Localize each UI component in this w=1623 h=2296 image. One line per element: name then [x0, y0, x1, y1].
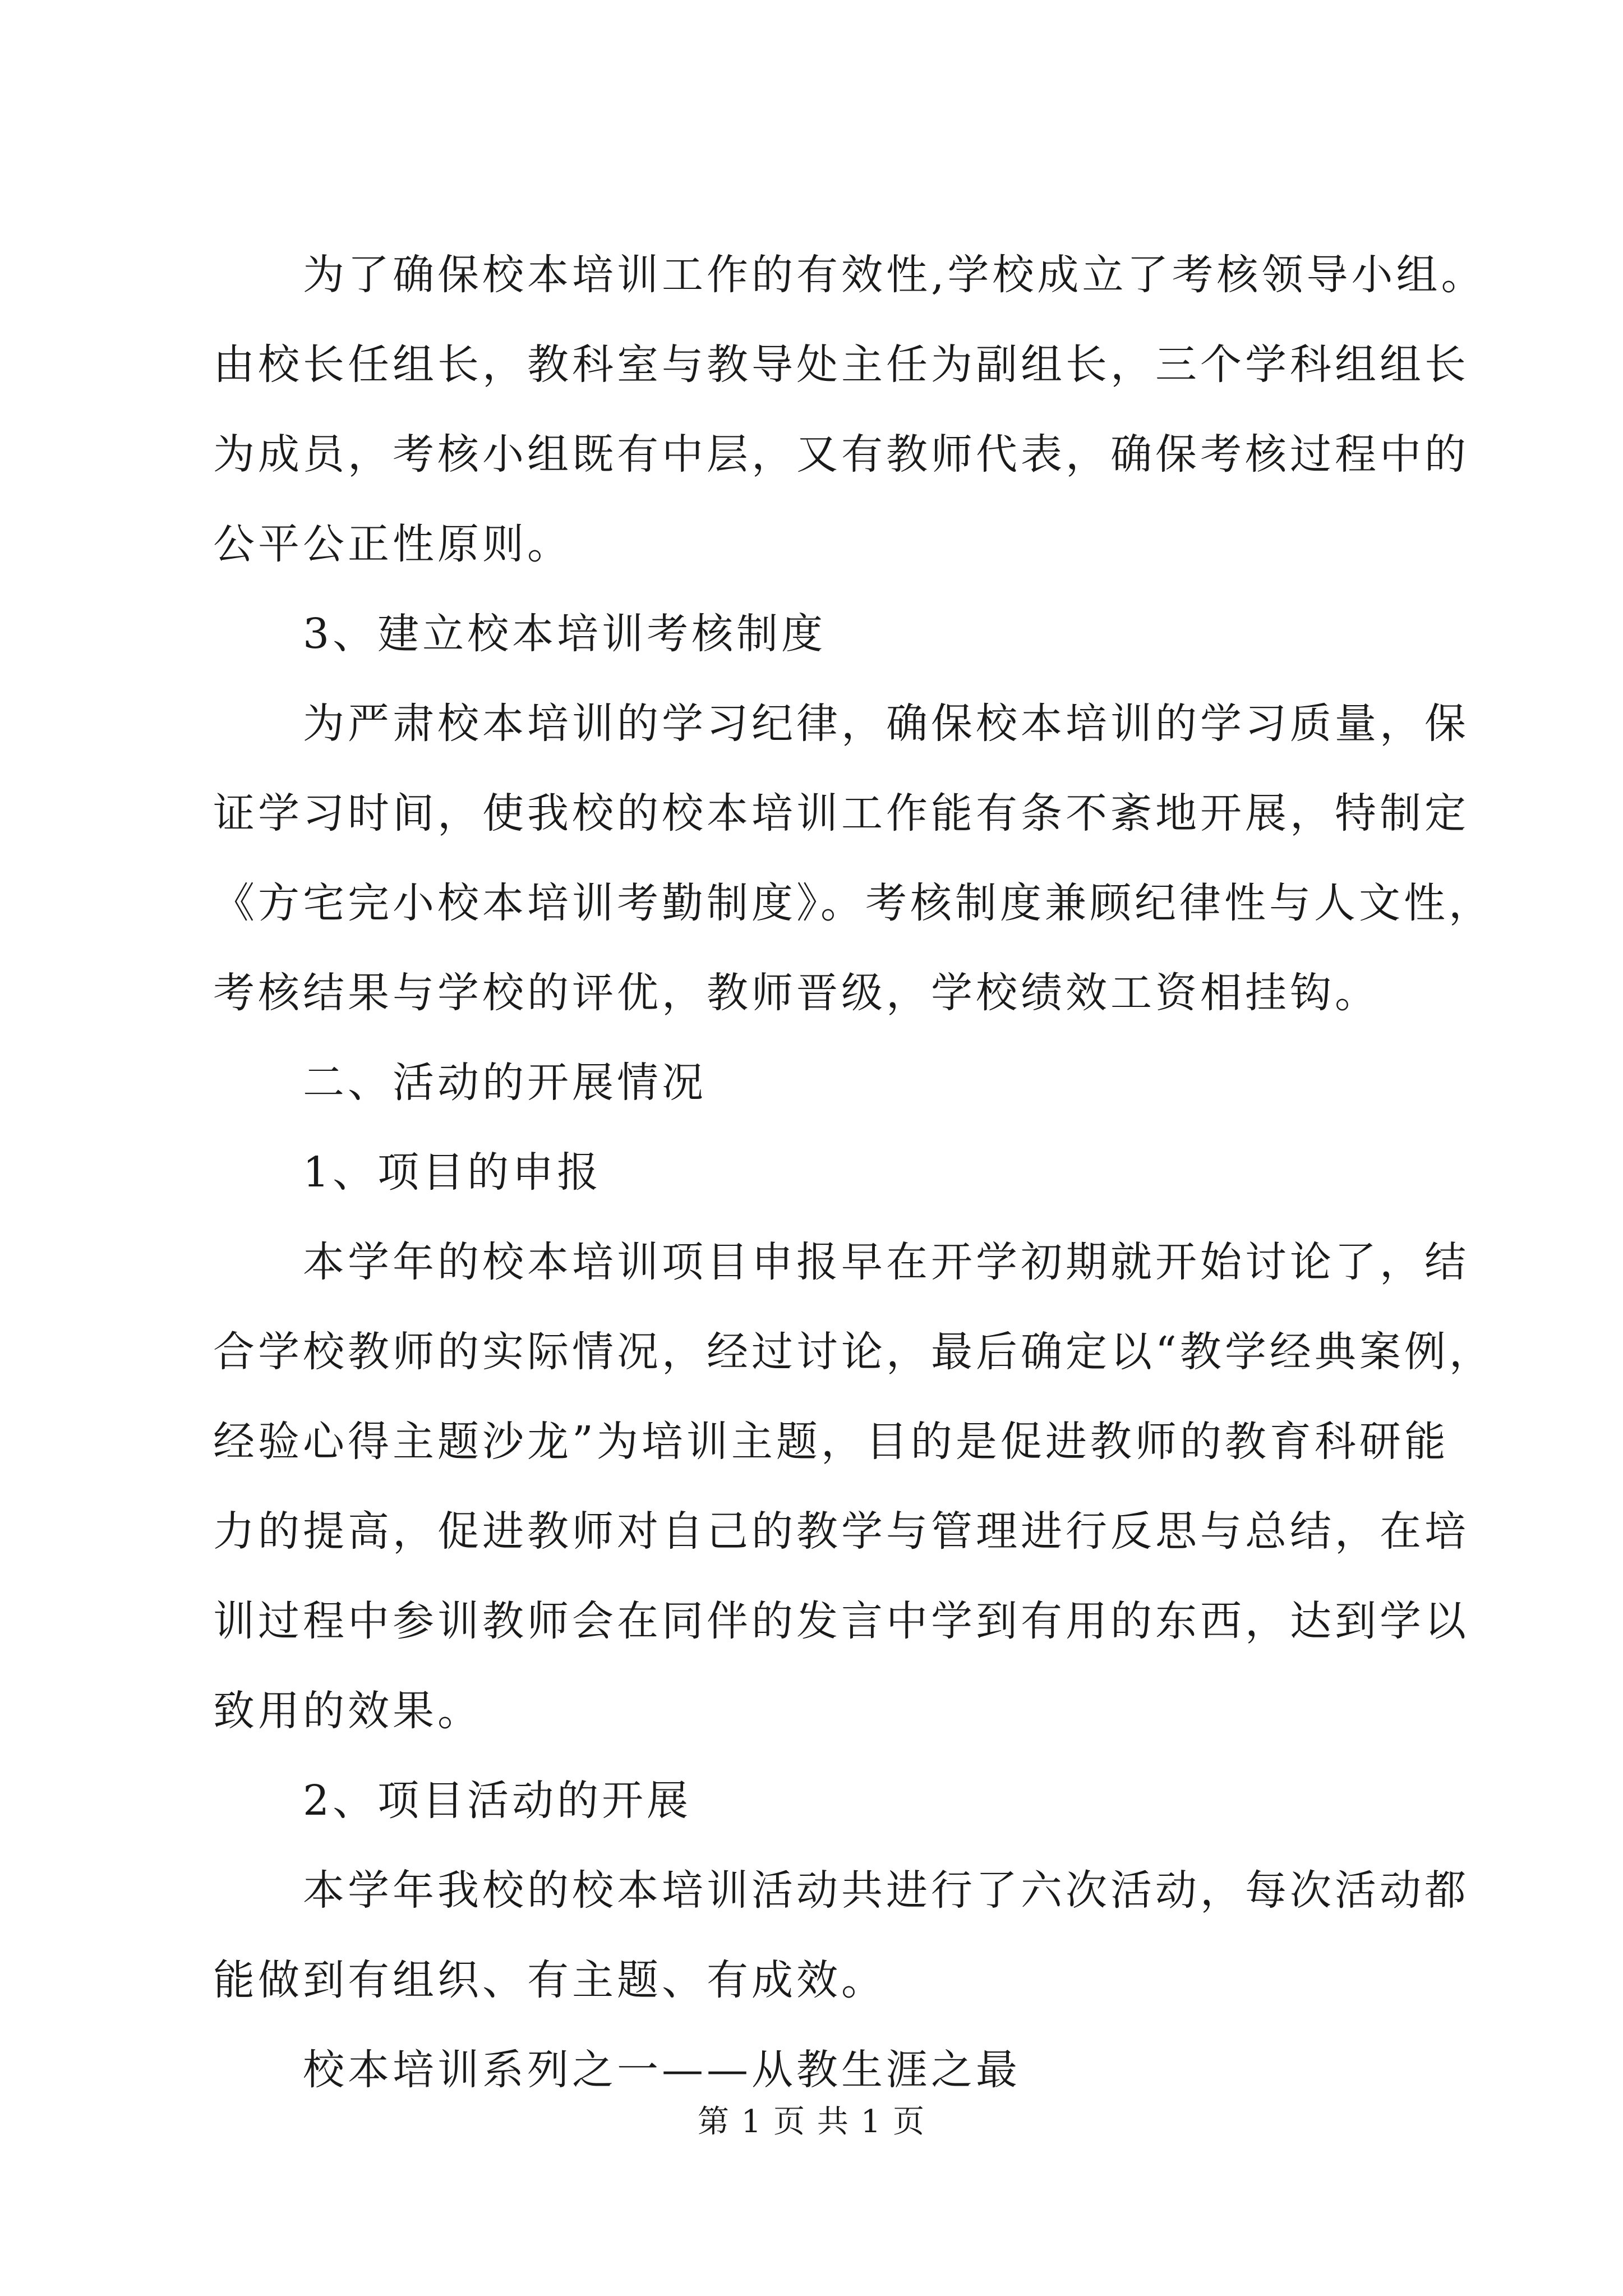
paragraph-line: 为严肃校本培训的学习纪律，确保校本培训的学习质量，保: [303, 700, 1469, 748]
page-number-footer: 第 1 页 共 1 页: [697, 2104, 926, 2140]
paragraph-line: 证学习时间，使我校的校本培训工作能有条不紊地开展，特制定: [213, 789, 1469, 838]
paragraph-line: 《方宅完小校本培训考勤制度》。考核制度兼顾纪律性与人文性，: [213, 879, 1493, 927]
paragraph-line: 力的提高，促进教师对自己的教学与管理进行反思与总结，在培: [213, 1507, 1469, 1556]
section-heading: 校本培训系列之一——从教生涯之最: [303, 2046, 1021, 2094]
section-heading: 1、项目的申报: [303, 1148, 602, 1197]
section-heading: 3、建立校本培训考核制度: [303, 610, 827, 658]
paragraph-line: 合学校教师的实际情况，经过讨论，最后确定以“教学经典案例，: [213, 1328, 1494, 1376]
paragraph-line: 本学年的校本培训项目申报早在开学初期就开始讨论了，结: [303, 1238, 1469, 1286]
paragraph-line: 由校长任组长，教科室与教导处主任为副组长，三个学科组组长: [213, 341, 1469, 389]
paragraph-line: 为了确保校本培训工作的有效性,学校成立了考核领导小组。: [303, 251, 1486, 299]
paragraph-line: 致用的效果。: [213, 1687, 482, 1735]
paragraph-line: 本学年我校的校本培训活动共进行了六次活动，每次活动都: [303, 1866, 1469, 1915]
paragraph-line: 公平公正性原则。: [213, 520, 572, 568]
paragraph-line: 经验心得主题沙龙”为培训主题，目的是促进教师的教育科研能: [213, 1418, 1449, 1466]
paragraph-line: 能做到有组织、有主题、有成效。: [213, 1956, 886, 2004]
section-heading: 2、项目活动的开展: [303, 1777, 692, 1825]
paragraph-line: 为成员，考核小组既有中层，又有教师代表，确保考核过程中的: [213, 430, 1469, 478]
section-heading: 二、活动的开展情况: [303, 1059, 707, 1107]
paragraph-line: 考核结果与学校的评优，教师晋级，学校绩效工资相挂钩。: [213, 969, 1380, 1017]
paragraph-line: 训过程中参训教师会在同伴的发言中学到有用的东西，达到学以: [213, 1597, 1469, 1645]
